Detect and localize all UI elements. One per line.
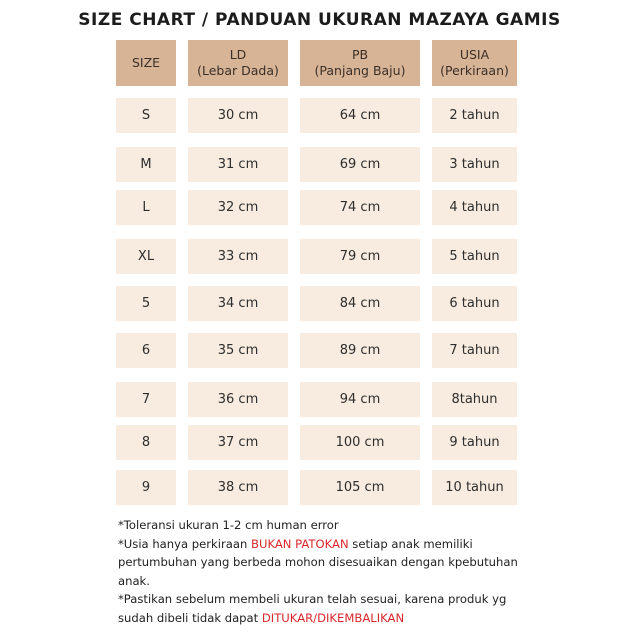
- cell-pb-value: 69 cm: [339, 157, 381, 172]
- header-pb: [300, 40, 420, 86]
- note-return-highlight: DITUKAR/DIKEMBALIKAN: [261, 610, 405, 625]
- cell-usia: [432, 470, 517, 505]
- cell-ld-value: 37 cm: [217, 435, 259, 450]
- cell-usia: [432, 147, 517, 182]
- cell-pb: [300, 333, 420, 368]
- cell-pb-value: 105 cm: [335, 480, 385, 495]
- cell-ld-value: 38 cm: [217, 480, 259, 495]
- cell-pb: [300, 382, 420, 417]
- header-usia-sub: (Perkiraan): [440, 63, 509, 78]
- header-ld-sub: (Lebar Dada): [197, 63, 279, 78]
- cell-usia-value: 8tahun: [451, 392, 498, 407]
- cell-usia-value: 6 tahun: [449, 296, 500, 311]
- cell-usia: [432, 98, 517, 133]
- notes: [118, 516, 538, 627]
- cell-ld: [188, 147, 288, 182]
- header-size-label: SIZE: [131, 55, 161, 70]
- cell-size-value: XL: [137, 249, 155, 264]
- cell-size: [116, 147, 176, 182]
- cell-usia: [432, 190, 517, 225]
- header-size: [116, 40, 176, 86]
- cell-size-value: M: [140, 157, 152, 172]
- cell-usia-value: 2 tahun: [449, 108, 500, 123]
- cell-usia-value: 3 tahun: [449, 157, 500, 172]
- cell-size-value: 9: [141, 480, 151, 495]
- cell-size: [116, 425, 176, 460]
- cell-size-value: S: [141, 108, 151, 123]
- cell-ld-value: 32 cm: [217, 200, 259, 215]
- cell-size: [116, 98, 176, 133]
- cell-pb-value: 94 cm: [339, 392, 381, 407]
- cell-ld-value: 34 cm: [217, 296, 259, 311]
- cell-usia-value: 7 tahun: [449, 343, 500, 358]
- note-age: *Usia hanya perkiraan BUKAN PATOKAN setiap anak memiliki pertumbuhan yang berbeda mohon disesuaikan dengan kpebutuhan anak.: [118, 536, 518, 588]
- cell-pb: [300, 190, 420, 225]
- header-ld: [188, 40, 288, 86]
- cell-ld-value: 36 cm: [217, 392, 259, 407]
- cell-usia: [432, 425, 517, 460]
- page-title: SIZE CHART / PANDUAN UKURAN MAZAYA GAMIS: [78, 10, 561, 30]
- cell-ld: [188, 286, 288, 321]
- cell-ld-value: 35 cm: [217, 343, 259, 358]
- cell-pb: [300, 425, 420, 460]
- cell-size: [116, 470, 176, 505]
- header-usia: [432, 40, 517, 86]
- cell-pb: [300, 147, 420, 182]
- cell-pb-value: 64 cm: [339, 108, 381, 123]
- cell-pb: [300, 286, 420, 321]
- cell-ld-value: 33 cm: [217, 249, 259, 264]
- cell-pb-value: 89 cm: [339, 343, 381, 358]
- cell-size: [116, 382, 176, 417]
- cell-ld-value: 30 cm: [217, 108, 259, 123]
- cell-pb-value: 84 cm: [339, 296, 381, 311]
- cell-usia-value: 9 tahun: [449, 435, 500, 450]
- cell-ld: [188, 425, 288, 460]
- cell-pb: [300, 470, 420, 505]
- cell-size-value: 5: [141, 296, 151, 311]
- cell-ld: [188, 470, 288, 505]
- note-age-highlight: BUKAN PATOKAN: [251, 536, 349, 551]
- size-chart-table: [116, 40, 517, 505]
- cell-size: [116, 239, 176, 274]
- cell-size-value: 7: [141, 392, 151, 407]
- header-usia-label: USIA: [459, 47, 490, 62]
- note-tolerance: *Toleransi ukuran 1-2 cm human error: [118, 518, 339, 532]
- header-ld-label: LD: [229, 47, 247, 62]
- cell-ld-value: 31 cm: [217, 157, 259, 172]
- cell-ld: [188, 239, 288, 274]
- cell-ld: [188, 333, 288, 368]
- cell-pb: [300, 239, 420, 274]
- cell-pb-value: 74 cm: [339, 200, 381, 215]
- cell-size: [116, 333, 176, 368]
- header-pb-sub: (Panjang Baju): [314, 63, 406, 78]
- cell-size-value: 6: [141, 343, 151, 358]
- cell-usia-value: 5 tahun: [449, 249, 500, 264]
- cell-size-value: L: [142, 200, 150, 215]
- note-return-policy: *Pastikan sebelum membeli ukuran telah sesuai, karena produk yg sudah dibeli tidak dapat DITUKAR/DIKEMBALIKAN: [118, 592, 507, 625]
- cell-usia: [432, 333, 517, 368]
- cell-size: [116, 190, 176, 225]
- cell-pb-value: 79 cm: [339, 249, 381, 264]
- cell-ld: [188, 382, 288, 417]
- cell-usia-value: 4 tahun: [449, 200, 500, 215]
- cell-pb: [300, 98, 420, 133]
- cell-ld: [188, 190, 288, 225]
- cell-size: [116, 286, 176, 321]
- cell-usia: [432, 382, 517, 417]
- cell-usia-value: 10 tahun: [445, 480, 504, 495]
- cell-usia: [432, 239, 517, 274]
- cell-usia: [432, 286, 517, 321]
- cell-ld: [188, 98, 288, 133]
- cell-size-value: 8: [141, 435, 151, 450]
- header-pb-label: PB: [351, 47, 369, 62]
- cell-pb-value: 100 cm: [335, 435, 385, 450]
